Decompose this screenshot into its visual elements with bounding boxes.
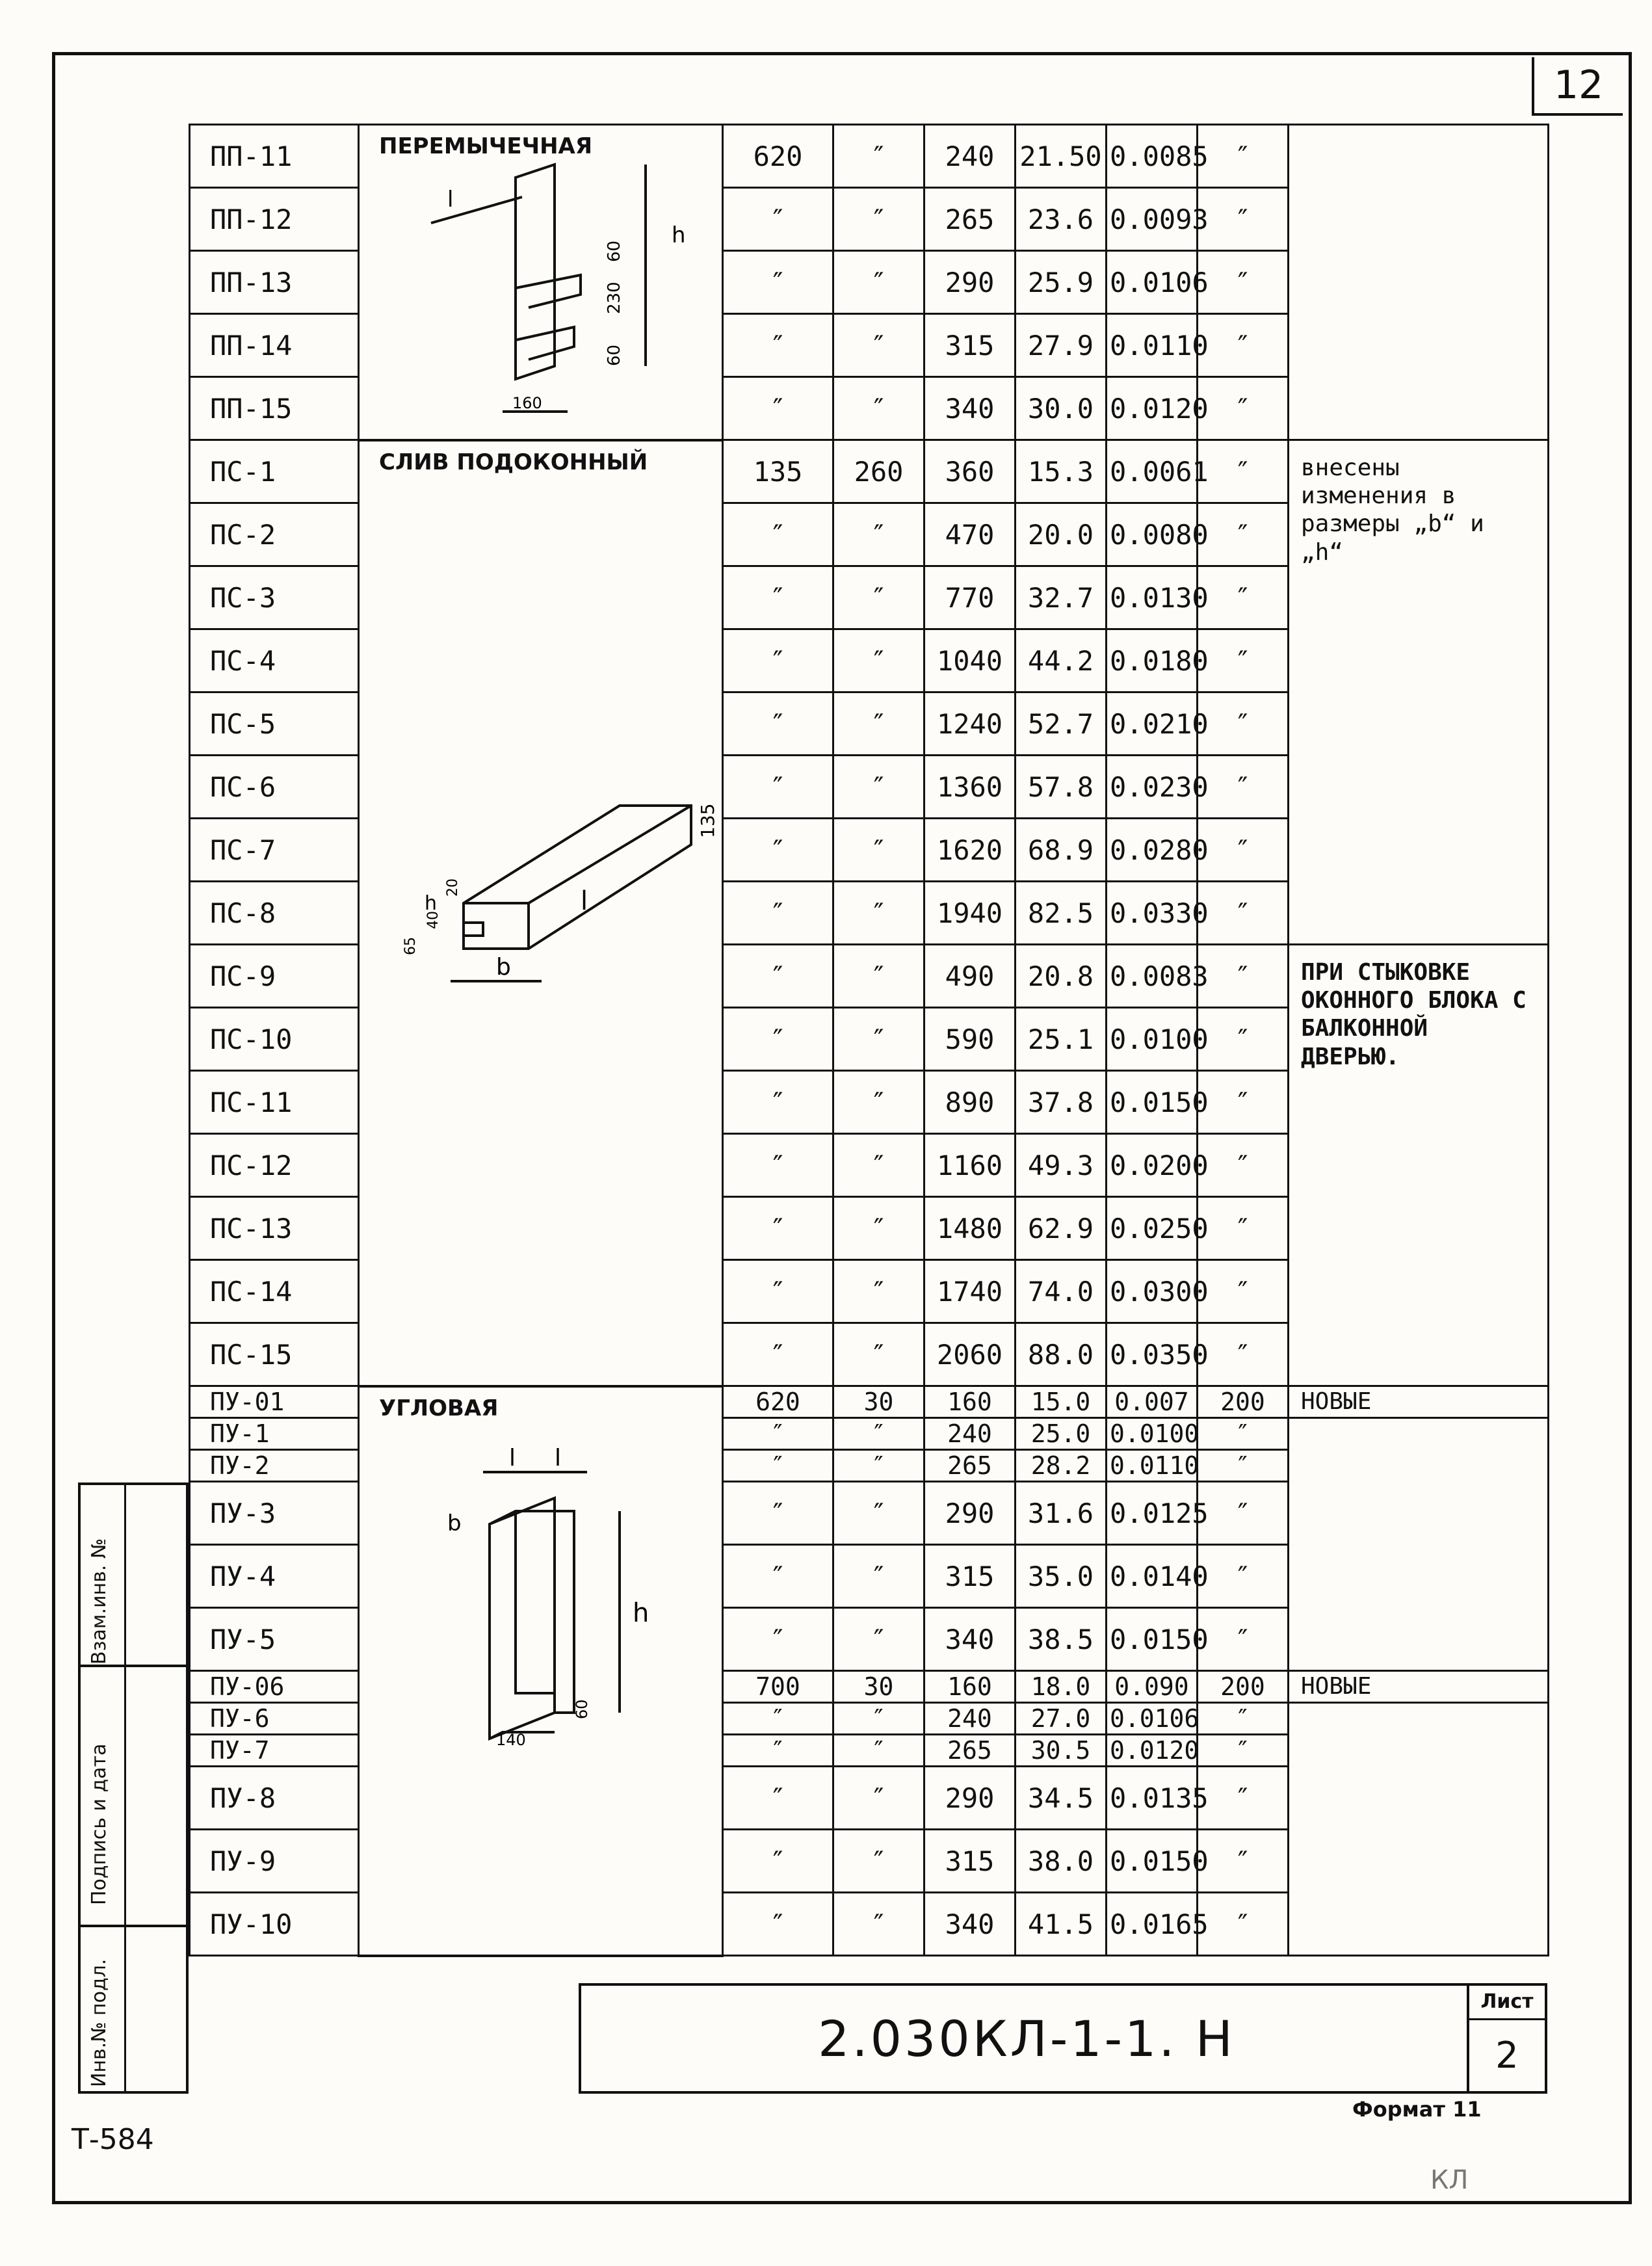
value-cell-c4: 27.0 bbox=[1016, 1703, 1107, 1735]
value-cell-c4: 21.50 bbox=[1016, 125, 1107, 188]
signature-date-label: Подпись и дата bbox=[88, 1743, 111, 1905]
value-cell-c1: ″ bbox=[723, 1482, 833, 1545]
value-cell-c5: 0.0280 bbox=[1107, 819, 1198, 882]
value-cell-c1: 700 bbox=[723, 1671, 833, 1703]
document-code: 2.030КЛ-1-1. Н bbox=[818, 2009, 1235, 2068]
value-cell-c1: ″ bbox=[723, 1071, 833, 1134]
new-items-note: НОВЫЕ bbox=[1289, 1386, 1549, 1418]
value-cell-c1: ″ bbox=[723, 1703, 833, 1735]
dim-20: 20 bbox=[445, 878, 461, 897]
sheet-cell bbox=[1467, 1986, 1545, 2091]
value-cell-c6: ″ bbox=[1198, 1260, 1289, 1323]
value-cell-c6: ″ bbox=[1198, 1482, 1289, 1545]
value-cell-c3: 265 bbox=[924, 1735, 1016, 1767]
element-sketch-cell bbox=[359, 440, 723, 1386]
value-cell-c2: ″ bbox=[833, 1703, 924, 1735]
value-cell-c5: 0.0180 bbox=[1107, 629, 1198, 692]
element-sketch bbox=[386, 767, 718, 1027]
value-cell-c3: 890 bbox=[924, 1071, 1016, 1134]
value-cell-c6: ″ bbox=[1198, 1134, 1289, 1197]
value-cell-c5: 0.0110 bbox=[1107, 314, 1198, 377]
element-mark: ПС-11 bbox=[190, 1071, 359, 1134]
value-cell-c2: ″ bbox=[833, 251, 924, 314]
value-cell-c5: 0.0200 bbox=[1107, 1134, 1198, 1197]
table-row bbox=[190, 1386, 1549, 1418]
value-cell-c1: 620 bbox=[723, 125, 833, 188]
value-cell-c2: ″ bbox=[833, 1545, 924, 1608]
value-cell-c6: ″ bbox=[1198, 1893, 1289, 1956]
element-mark: ПУ-2 bbox=[190, 1450, 359, 1482]
dim-b: b bbox=[496, 953, 511, 981]
value-cell-c6: ″ bbox=[1198, 692, 1289, 756]
table-row bbox=[190, 125, 1549, 188]
value-cell-c2: ″ bbox=[833, 314, 924, 377]
dim-l: l bbox=[447, 187, 454, 213]
value-cell-c5: 0.0080 bbox=[1107, 503, 1198, 566]
value-cell-c1: ″ bbox=[723, 1608, 833, 1671]
value-cell-c1: ″ bbox=[723, 756, 833, 819]
value-cell-c4: 38.5 bbox=[1016, 1608, 1107, 1671]
value-cell-c5: 0.0110 bbox=[1107, 1450, 1198, 1482]
value-cell-c4: 88.0 bbox=[1016, 1323, 1107, 1386]
value-cell-c1: ″ bbox=[723, 629, 833, 692]
value-cell-c6: ″ bbox=[1198, 1197, 1289, 1260]
value-cell-c4: 74.0 bbox=[1016, 1260, 1107, 1323]
notes-cell: ПРИ СТЫКОВКЕ ОКОННОГО БЛОКА С БАЛКОННОЙ ДВЕРЬЮ. bbox=[1289, 945, 1549, 1386]
value-cell-c6: ″ bbox=[1198, 1071, 1289, 1134]
value-cell-c5: 0.007 bbox=[1107, 1386, 1198, 1418]
value-cell-c2: ″ bbox=[833, 188, 924, 251]
value-cell-c1: ″ bbox=[723, 1450, 833, 1482]
value-cell-c5: 0.0140 bbox=[1107, 1545, 1198, 1608]
element-mark: ПС-9 bbox=[190, 945, 359, 1008]
value-cell-c5: 0.0106 bbox=[1107, 1703, 1198, 1735]
title-block bbox=[579, 1983, 1547, 2094]
value-cell-c3: 340 bbox=[924, 377, 1016, 440]
dim-h: h bbox=[672, 222, 686, 248]
value-cell-c4: 25.0 bbox=[1016, 1418, 1107, 1450]
value-cell-c6: ″ bbox=[1198, 1545, 1289, 1608]
value-cell-c1: ″ bbox=[723, 945, 833, 1008]
value-cell-c3: 290 bbox=[924, 251, 1016, 314]
value-cell-c5: 0.090 bbox=[1107, 1671, 1198, 1703]
value-cell-c4: 20.8 bbox=[1016, 945, 1107, 1008]
dim-l2: l bbox=[555, 1444, 562, 1471]
value-cell-c5: 0.0120 bbox=[1107, 1735, 1198, 1767]
value-cell-c6: ″ bbox=[1198, 1703, 1289, 1735]
value-cell-c1: 135 bbox=[723, 440, 833, 503]
value-cell-c5: 0.0210 bbox=[1107, 692, 1198, 756]
value-cell-c5: 0.0100 bbox=[1107, 1418, 1198, 1450]
element-mark: ПУ-4 bbox=[190, 1545, 359, 1608]
value-cell-c4: 32.7 bbox=[1016, 566, 1107, 629]
element-mark: ПС-2 bbox=[190, 503, 359, 566]
value-cell-c4: 15.3 bbox=[1016, 440, 1107, 503]
element-mark: ПС-12 bbox=[190, 1134, 359, 1197]
value-cell-c1: ″ bbox=[723, 188, 833, 251]
value-cell-c3: 1240 bbox=[924, 692, 1016, 756]
value-cell-c2: ″ bbox=[833, 1735, 924, 1767]
value-cell-c2: ″ bbox=[833, 1197, 924, 1260]
value-cell-c2: ″ bbox=[833, 1418, 924, 1450]
value-cell-c2: ″ bbox=[833, 1134, 924, 1197]
value-cell-c5: 0.0083 bbox=[1107, 945, 1198, 1008]
value-cell-c2: ″ bbox=[833, 1893, 924, 1956]
value-cell-c2: ″ bbox=[833, 1260, 924, 1323]
value-cell-c6: ″ bbox=[1198, 1323, 1289, 1386]
element-mark: ПП-14 bbox=[190, 314, 359, 377]
value-cell-c6: 200 bbox=[1198, 1386, 1289, 1418]
value-cell-c5: 0.0150 bbox=[1107, 1830, 1198, 1893]
value-cell-c1: ″ bbox=[723, 819, 833, 882]
element-mark: ПУ-10 bbox=[190, 1893, 359, 1956]
value-cell-c6: ″ bbox=[1198, 503, 1289, 566]
value-cell-c1: ″ bbox=[723, 251, 833, 314]
value-cell-c3: 315 bbox=[924, 1830, 1016, 1893]
value-cell-c6: ″ bbox=[1198, 440, 1289, 503]
value-cell-c4: 37.8 bbox=[1016, 1071, 1107, 1134]
value-cell-c6: ″ bbox=[1198, 1608, 1289, 1671]
notes-cell: внесены изменения в размеры „b“ и „h“ bbox=[1289, 440, 1549, 945]
value-cell-c2: ″ bbox=[833, 125, 924, 188]
element-mark: ПУ-7 bbox=[190, 1735, 359, 1767]
value-cell-c1: ″ bbox=[723, 377, 833, 440]
value-cell-c1: ″ bbox=[723, 1767, 833, 1830]
value-cell-c5: 0.0250 bbox=[1107, 1197, 1198, 1260]
sheet-label: Лист bbox=[1469, 1986, 1545, 2020]
value-cell-c1: ″ bbox=[723, 692, 833, 756]
value-cell-c3: 490 bbox=[924, 945, 1016, 1008]
value-cell-c3: 1480 bbox=[924, 1197, 1016, 1260]
value-cell-c4: 27.9 bbox=[1016, 314, 1107, 377]
value-cell-c3: 340 bbox=[924, 1608, 1016, 1671]
value-cell-c5: 0.0330 bbox=[1107, 882, 1198, 945]
element-mark: ПУ-9 bbox=[190, 1830, 359, 1893]
value-cell-c1: ″ bbox=[723, 1197, 833, 1260]
value-cell-c5: 0.0093 bbox=[1107, 188, 1198, 251]
element-mark: ПУ-6 bbox=[190, 1703, 359, 1735]
value-cell-c1: ″ bbox=[723, 1545, 833, 1608]
value-cell-c5: 0.0085 bbox=[1107, 125, 1198, 188]
dim-60: 60 bbox=[573, 1698, 591, 1719]
value-cell-c2: ″ bbox=[833, 503, 924, 566]
element-mark: ПС-5 bbox=[190, 692, 359, 756]
element-type-title: УГЛОВАЯ bbox=[379, 1395, 499, 1421]
value-cell-c5: 0.0230 bbox=[1107, 756, 1198, 819]
dim-160: 160 bbox=[512, 394, 542, 412]
element-mark: ПС-14 bbox=[190, 1260, 359, 1323]
value-cell-c4: 35.0 bbox=[1016, 1545, 1107, 1608]
value-cell-c2: ″ bbox=[833, 882, 924, 945]
value-cell-c2: ″ bbox=[833, 1608, 924, 1671]
notes-cell bbox=[1289, 1703, 1549, 1956]
value-cell-c4: 15.0 bbox=[1016, 1386, 1107, 1418]
value-cell-c3: 265 bbox=[924, 1450, 1016, 1482]
notes-cell bbox=[1289, 1418, 1549, 1671]
value-cell-c3: 265 bbox=[924, 188, 1016, 251]
element-type-title: СЛИВ ПОДОКОННЫЙ bbox=[379, 449, 648, 475]
value-cell-c1: ″ bbox=[723, 1260, 833, 1323]
dim-h: h bbox=[633, 1598, 649, 1628]
sheet-number: 2 bbox=[1495, 2035, 1519, 2077]
value-cell-c3: 290 bbox=[924, 1767, 1016, 1830]
value-cell-c1: ″ bbox=[723, 1735, 833, 1767]
value-cell-c4: 31.6 bbox=[1016, 1482, 1107, 1545]
dim-40: 40 bbox=[425, 910, 441, 929]
value-cell-c3: 1040 bbox=[924, 629, 1016, 692]
inventory-mark: Т-584 bbox=[72, 2123, 154, 2156]
value-cell-c3: 2060 bbox=[924, 1323, 1016, 1386]
value-cell-c4: 28.2 bbox=[1016, 1450, 1107, 1482]
value-cell-c5: 0.0120 bbox=[1107, 377, 1198, 440]
dim-b: b bbox=[447, 1510, 462, 1536]
value-cell-c4: 34.5 bbox=[1016, 1767, 1107, 1830]
value-cell-c5: 0.0100 bbox=[1107, 1008, 1198, 1071]
value-cell-c3: 1360 bbox=[924, 756, 1016, 819]
value-cell-c5: 0.0125 bbox=[1107, 1482, 1198, 1545]
value-cell-c2: ″ bbox=[833, 566, 924, 629]
element-mark: ПУ-5 bbox=[190, 1608, 359, 1671]
value-cell-c6: ″ bbox=[1198, 1735, 1289, 1767]
value-cell-c2: ″ bbox=[833, 377, 924, 440]
dim-135: 135 bbox=[697, 803, 718, 838]
value-cell-c3: 315 bbox=[924, 314, 1016, 377]
value-cell-c4: 57.8 bbox=[1016, 756, 1107, 819]
value-cell-c1: ″ bbox=[723, 1418, 833, 1450]
dim-230: 230 bbox=[605, 282, 624, 314]
value-cell-c6: ″ bbox=[1198, 1830, 1289, 1893]
value-cell-c6: ″ bbox=[1198, 756, 1289, 819]
value-cell-c1: ″ bbox=[723, 1893, 833, 1956]
element-mark: ПС-8 bbox=[190, 882, 359, 945]
value-cell-c6: ″ bbox=[1198, 188, 1289, 251]
dim-65: 65 bbox=[402, 936, 419, 955]
value-cell-c4: 49.3 bbox=[1016, 1134, 1107, 1197]
value-cell-c2: ″ bbox=[833, 1482, 924, 1545]
value-cell-c4: 41.5 bbox=[1016, 1893, 1107, 1956]
value-cell-c2: ″ bbox=[833, 1323, 924, 1386]
dim-140: 140 bbox=[496, 1730, 526, 1749]
table-row bbox=[190, 440, 1549, 503]
value-cell-c2: 30 bbox=[833, 1386, 924, 1418]
value-cell-c5: 0.0300 bbox=[1107, 1260, 1198, 1323]
format-label: Формат 11 bbox=[1352, 2097, 1482, 2122]
value-cell-c2: 260 bbox=[833, 440, 924, 503]
value-cell-c6: ″ bbox=[1198, 1008, 1289, 1071]
value-cell-c5: 0.0165 bbox=[1107, 1893, 1198, 1956]
element-mark: ПУ-1 bbox=[190, 1418, 359, 1450]
value-cell-c4: 52.7 bbox=[1016, 692, 1107, 756]
value-cell-c6: ″ bbox=[1198, 819, 1289, 882]
value-cell-c5: 0.0106 bbox=[1107, 251, 1198, 314]
value-cell-c3: 160 bbox=[924, 1386, 1016, 1418]
value-cell-c1: ″ bbox=[723, 1323, 833, 1386]
value-cell-c3: 1620 bbox=[924, 819, 1016, 882]
value-cell-c3: 315 bbox=[924, 1545, 1016, 1608]
value-cell-c3: 290 bbox=[924, 1482, 1016, 1545]
value-cell-c6: ″ bbox=[1198, 945, 1289, 1008]
element-mark: ПС-1 bbox=[190, 440, 359, 503]
value-cell-c5: 0.0130 bbox=[1107, 566, 1198, 629]
elements-table bbox=[189, 124, 1549, 1957]
value-cell-c1: ″ bbox=[723, 566, 833, 629]
value-cell-c2: ″ bbox=[833, 1830, 924, 1893]
element-mark: ПУ-8 bbox=[190, 1767, 359, 1830]
value-cell-c1: ″ bbox=[723, 1830, 833, 1893]
value-cell-c1: ″ bbox=[723, 882, 833, 945]
value-cell-c2: ″ bbox=[833, 1071, 924, 1134]
value-cell-c2: ″ bbox=[833, 692, 924, 756]
value-cell-c6: ″ bbox=[1198, 882, 1289, 945]
value-cell-c3: 340 bbox=[924, 1893, 1016, 1956]
value-cell-c4: 25.1 bbox=[1016, 1008, 1107, 1071]
value-cell-c2: ″ bbox=[833, 629, 924, 692]
dim-60b: 60 bbox=[605, 344, 624, 366]
element-sketch-cell bbox=[359, 125, 723, 440]
value-cell-c6: ″ bbox=[1198, 566, 1289, 629]
value-cell-c4: 18.0 bbox=[1016, 1671, 1107, 1703]
element-sketch bbox=[386, 152, 698, 431]
element-mark: ПС-4 bbox=[190, 629, 359, 692]
value-cell-c4: 30.5 bbox=[1016, 1735, 1107, 1767]
element-mark: ПП-12 bbox=[190, 188, 359, 251]
value-cell-c1: ″ bbox=[723, 314, 833, 377]
value-cell-c3: 240 bbox=[924, 1703, 1016, 1735]
value-cell-c4: 30.0 bbox=[1016, 377, 1107, 440]
element-mark: ПУ-3 bbox=[190, 1482, 359, 1545]
element-mark: ПП-15 bbox=[190, 377, 359, 440]
value-cell-c5: 0.0150 bbox=[1107, 1071, 1198, 1134]
notes-cell bbox=[1289, 125, 1549, 440]
value-cell-c2: 30 bbox=[833, 1671, 924, 1703]
value-cell-c6: ″ bbox=[1198, 377, 1289, 440]
value-cell-c2: ″ bbox=[833, 819, 924, 882]
element-mark: ПУ-01 bbox=[190, 1386, 359, 1418]
value-cell-c4: 23.6 bbox=[1016, 188, 1107, 251]
value-cell-c6: ″ bbox=[1198, 251, 1289, 314]
value-cell-c1: ″ bbox=[723, 1008, 833, 1071]
value-cell-c3: 1940 bbox=[924, 882, 1016, 945]
element-mark: ПС-13 bbox=[190, 1197, 359, 1260]
value-cell-c6: 200 bbox=[1198, 1671, 1289, 1703]
element-mark: ПС-15 bbox=[190, 1323, 359, 1386]
element-mark: ПП-11 bbox=[190, 125, 359, 188]
value-cell-c3: 470 bbox=[924, 503, 1016, 566]
value-cell-c4: 82.5 bbox=[1016, 882, 1107, 945]
value-cell-c3: 240 bbox=[924, 125, 1016, 188]
value-cell-c3: 360 bbox=[924, 440, 1016, 503]
value-cell-c4: 20.0 bbox=[1016, 503, 1107, 566]
element-sketch-cell bbox=[359, 1386, 723, 1956]
value-cell-c2: ″ bbox=[833, 1767, 924, 1830]
value-cell-c1: ″ bbox=[723, 1134, 833, 1197]
dim-h: h bbox=[425, 891, 438, 915]
value-cell-c5: 0.0061 bbox=[1107, 440, 1198, 503]
element-mark: ПС-6 bbox=[190, 756, 359, 819]
value-cell-c1: 620 bbox=[723, 1386, 833, 1418]
dim-l: l bbox=[581, 886, 588, 916]
sheet-corner-number: 12 bbox=[1532, 57, 1623, 116]
value-cell-c4: 68.9 bbox=[1016, 819, 1107, 882]
value-cell-c4: 44.2 bbox=[1016, 629, 1107, 692]
value-cell-c3: 160 bbox=[924, 1671, 1016, 1703]
value-cell-c2: ″ bbox=[833, 756, 924, 819]
inv-original-label: Инв.№ подл. bbox=[88, 1958, 111, 2087]
new-items-note: НОВЫЕ bbox=[1289, 1671, 1549, 1703]
value-cell-c6: ″ bbox=[1198, 314, 1289, 377]
value-cell-c2: ″ bbox=[833, 945, 924, 1008]
dim-l1: l bbox=[509, 1444, 516, 1471]
value-cell-c3: 770 bbox=[924, 566, 1016, 629]
dim-60: 60 bbox=[605, 240, 624, 262]
value-cell-c4: 38.0 bbox=[1016, 1830, 1107, 1893]
value-cell-c5: 0.0350 bbox=[1107, 1323, 1198, 1386]
value-cell-c6: ″ bbox=[1198, 629, 1289, 692]
element-mark: ПС-7 bbox=[190, 819, 359, 882]
value-cell-c4: 25.9 bbox=[1016, 251, 1107, 314]
element-sketch bbox=[386, 1444, 698, 1749]
element-mark: ПС-3 bbox=[190, 566, 359, 629]
value-cell-c3: 240 bbox=[924, 1418, 1016, 1450]
value-cell-c6: ″ bbox=[1198, 125, 1289, 188]
value-cell-c5: 0.0150 bbox=[1107, 1608, 1198, 1671]
value-cell-c3: 1740 bbox=[924, 1260, 1016, 1323]
value-cell-c3: 590 bbox=[924, 1008, 1016, 1071]
replace-inv-label: Взам.инв. № bbox=[88, 1538, 111, 1665]
element-mark: ПП-13 bbox=[190, 251, 359, 314]
value-cell-c6: ″ bbox=[1198, 1450, 1289, 1482]
element-type-title: ПЕРЕМЫЧЕЧНАЯ bbox=[379, 133, 593, 159]
value-cell-c6: ″ bbox=[1198, 1418, 1289, 1450]
value-cell-c3: 1160 bbox=[924, 1134, 1016, 1197]
value-cell-c5: 0.0135 bbox=[1107, 1767, 1198, 1830]
corner-stamp: КЛ bbox=[1430, 2165, 1469, 2195]
element-mark: ПС-10 bbox=[190, 1008, 359, 1071]
value-cell-c1: ″ bbox=[723, 503, 833, 566]
value-cell-c2: ″ bbox=[833, 1008, 924, 1071]
value-cell-c4: 62.9 bbox=[1016, 1197, 1107, 1260]
element-mark: ПУ-06 bbox=[190, 1671, 359, 1703]
value-cell-c2: ″ bbox=[833, 1450, 924, 1482]
value-cell-c6: ″ bbox=[1198, 1767, 1289, 1830]
